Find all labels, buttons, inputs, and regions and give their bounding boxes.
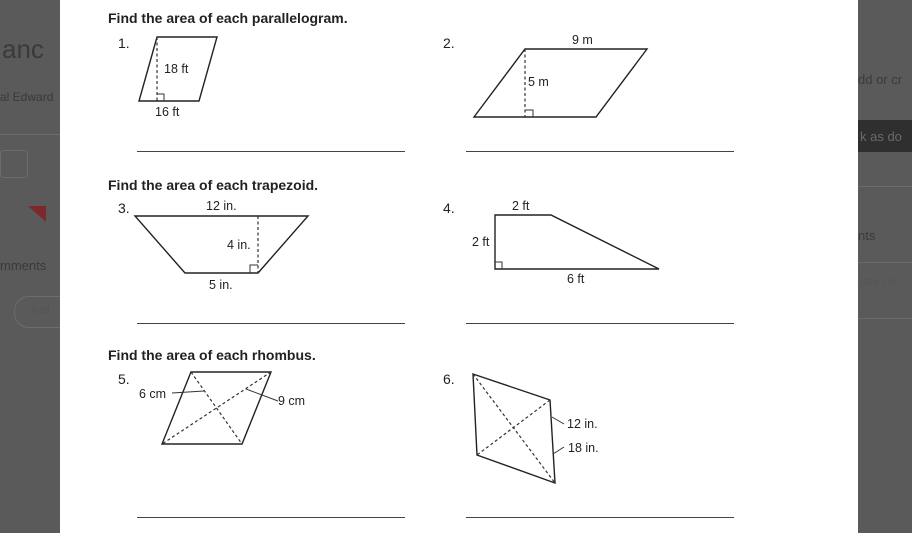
background-divider xyxy=(858,186,912,187)
base-label: 9 m xyxy=(572,33,593,47)
problem-number: 1. xyxy=(118,35,130,51)
answer-line-6 xyxy=(466,517,734,518)
section-heading-parallelogram: Find the area of each parallelogram. xyxy=(108,10,348,26)
height-label: 5 m xyxy=(528,75,549,89)
problem-number: 5. xyxy=(118,371,130,387)
base-label: 16 ft xyxy=(155,105,180,119)
answer-line-4 xyxy=(466,323,734,324)
rhombus-figure-5 xyxy=(160,370,320,452)
background-divider xyxy=(0,134,60,135)
background-chip xyxy=(0,150,28,178)
answer-line-2 xyxy=(466,151,734,152)
background-add-or-create-fragment: dd or cr xyxy=(858,72,903,87)
background-author-fragment: al Edward xyxy=(0,90,54,104)
bottom-base-label: 5 in. xyxy=(209,278,233,292)
background-comments-fragment: mments xyxy=(0,258,47,273)
diagonal-label: 18 in. xyxy=(568,441,599,455)
parallelogram-figure-2 xyxy=(473,48,653,120)
section-heading-trapezoid: Find the area of each trapezoid. xyxy=(108,177,319,193)
bottom-base-label: 6 ft xyxy=(567,272,585,286)
trapezoid-figure-4 xyxy=(494,214,664,272)
background-flag-icon xyxy=(28,206,46,222)
diagonal-label: 9 cm xyxy=(278,394,306,408)
section-heading-rhombus: Find the area of each rhombus. xyxy=(108,347,316,363)
trapezoid-figure-3 xyxy=(133,215,313,277)
problem-number: 4. xyxy=(443,200,455,216)
background-right-panel xyxy=(858,0,912,533)
top-base-label: 2 ft xyxy=(512,199,530,213)
height-label: 18 ft xyxy=(164,62,189,76)
background-add-fragment: Add xyxy=(30,305,50,317)
problem-number: 6. xyxy=(443,371,455,387)
background-create-fragment: rate con xyxy=(860,276,900,288)
height-label: 4 in. xyxy=(227,238,251,252)
background-comments-fragment: nts xyxy=(858,228,876,243)
answer-line-3 xyxy=(137,323,405,324)
top-base-label: 12 in. xyxy=(206,199,237,213)
background-left-panel xyxy=(0,0,60,533)
background-title-fragment: anc xyxy=(2,34,44,64)
background-mark-fragment: k as do xyxy=(860,129,902,144)
problem-number: 2. xyxy=(443,35,455,51)
background-divider xyxy=(858,318,912,319)
answer-line-5 xyxy=(137,517,405,518)
worksheet-page xyxy=(60,0,858,533)
problem-number: 3. xyxy=(118,200,130,216)
rhombus-figure-6 xyxy=(471,372,591,492)
diagonal-label: 6 cm xyxy=(139,387,167,401)
height-label: 2 ft xyxy=(472,235,490,249)
diagonal-label: 12 in. xyxy=(567,417,598,431)
answer-line-1 xyxy=(137,151,405,152)
background-divider xyxy=(858,262,912,263)
